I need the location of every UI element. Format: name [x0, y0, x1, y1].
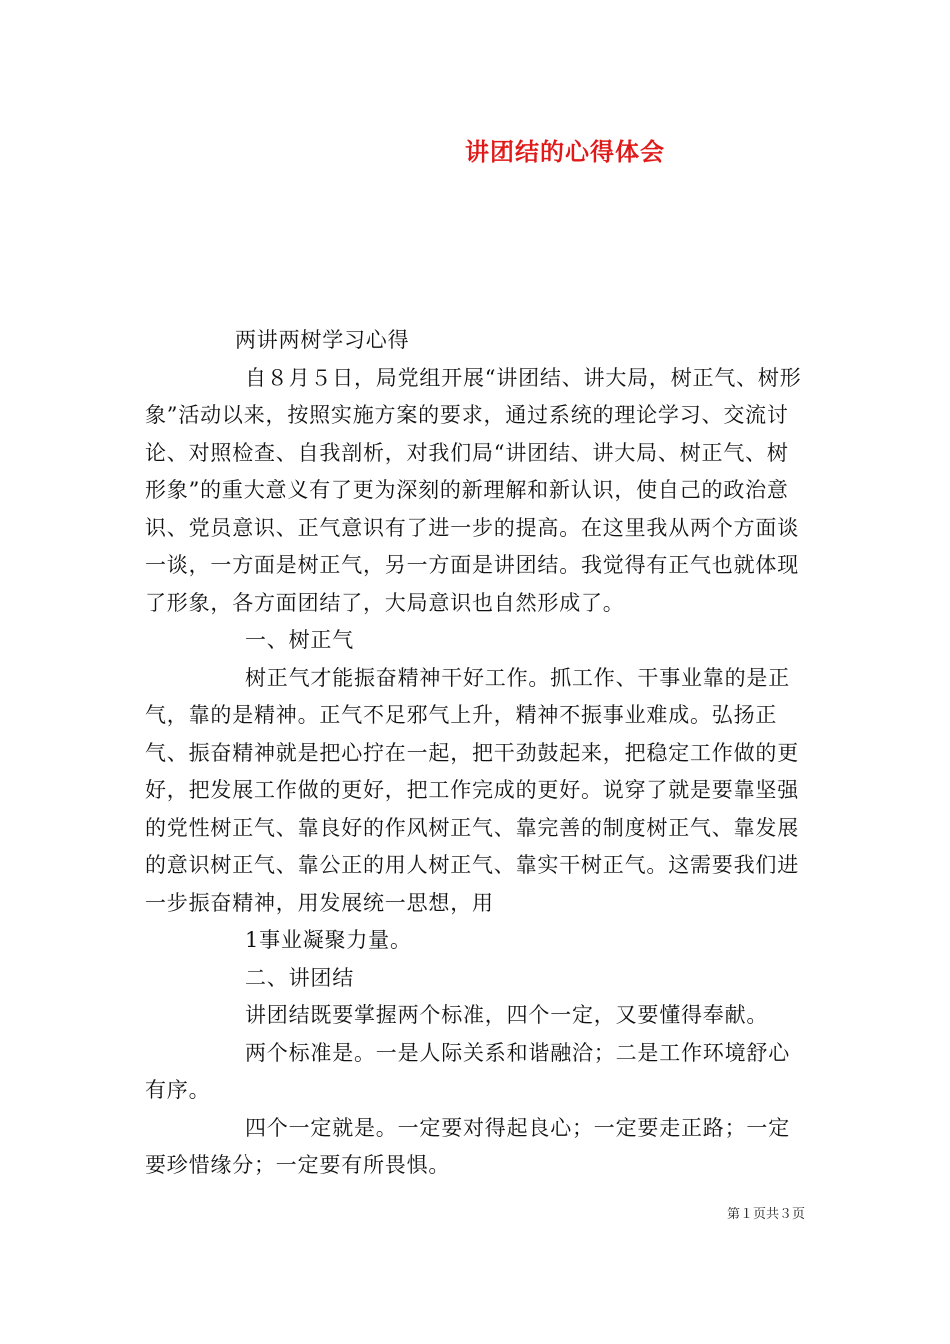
paragraph-continuation: 1事业凝聚力量。	[245, 928, 412, 952]
page-number-footer: 第１页共３页	[726, 1207, 805, 1222]
section-heading-2: 二、讲团结	[245, 965, 354, 990]
section-heading-1: 一、树正气	[245, 628, 354, 652]
paragraph-four-musts: 四个一定就是。一定要对得起良心；一定要走正路；一定要珍惜缘分；一定要有所畏惧。	[145, 1115, 790, 1177]
paragraph-two-standards: 两个标准是。一是人际关系和谐融洽；二是工作环境舒心有序。	[145, 1040, 790, 1102]
paragraph-section-2-intro: 讲团结既要掌握两个标准，四个一定，又要懂得奉献。	[245, 1003, 769, 1027]
paragraph-section-1: 树正气才能振奋精神干好工作。抓工作、干事业靠的是正气，靠的是精神。正气不足邪气上升，精神不振事业难成。弘扬正气、振奋精神就是把心拧在一起，把干劲鼓起来，把稳定工作做的更好，把发展工作做的更好，把工作完成的更好。说穿了就是要靠坚强的党性树正气、靠良好的作风树正气、靠完善的制度树正气、靠发展的意识树正气、靠公正的用人树正气、靠实干树正气。这需要我们进一步振奋精神，用发展统一思想，用	[145, 665, 799, 915]
document-subtitle: 两讲两树学习心得	[235, 328, 410, 352]
paragraph-intro: 自８月５日，局党组开展“讲团结、讲大局，树正气、树形象”活动以来，按照实施方案的要求，通过系统的理论学习、交流讨论、对照检查、自我剖析，对我们局“讲团结、讲大局、树正气、树形象”的重大意义有了更为深刻的新理解和新认识，使自己的政治意识、党员意识、正气意识有了进一步的提高。在这里我从两个方面谈一谈，一方面是树正气，另一方面是讲团结。我觉得有正气也就体现了形象，各方面团结了，大局意识也自然形成了。	[145, 365, 802, 615]
document-body	[145, 322, 805, 1185]
document-title: 讲团结的心得体会	[465, 137, 665, 166]
